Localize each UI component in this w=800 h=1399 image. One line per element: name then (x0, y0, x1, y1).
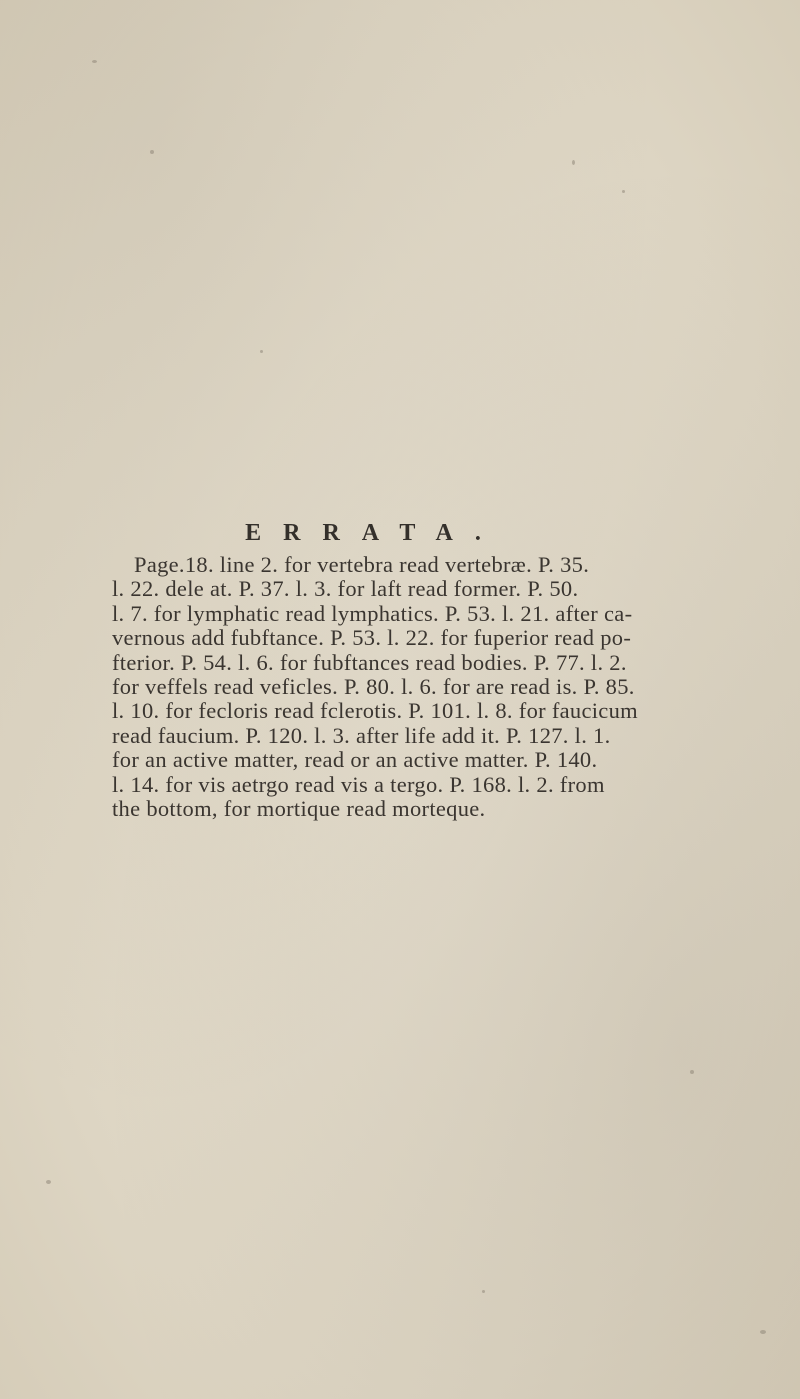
errata-line: l. 14. for vis aetrgo read vis a tergo. P. 168. l. 2. from (112, 771, 605, 797)
paper-speck (92, 60, 97, 63)
paper-speck (572, 160, 575, 165)
errata-line: fterior. P. 54. l. 6. for fubftances read bodies. P. 77. l. 2. (112, 649, 627, 675)
paper-speck (622, 190, 625, 193)
errata-line: for an active matter, read or an active matter. P. 140. (112, 747, 598, 773)
errata-line: vernous add fubftance. P. 53. l. 22. for fuperior read po- (112, 625, 632, 651)
errata-line: read faucium. P. 120. l. 3. after life add it. P. 127. l. 1. (112, 722, 611, 748)
errata-line: l. 10. for fecloris read fclerotis. P. 101. l. 8. for faucicum (112, 698, 638, 724)
paper-speck (46, 1180, 51, 1184)
errata-line: l. 7. for lymphatic read lymphatics. P. 53. l. 21. after ca- (112, 600, 633, 626)
paper-speck (482, 1290, 485, 1293)
errata-line: for veffels read veficles. P. 80. l. 6. for are read is. P. 85. (112, 674, 635, 700)
paper-speck (690, 1070, 694, 1074)
errata-line: Page.18. line 2. for vertebra read vertebræ. P. 35. (134, 552, 590, 577)
paper-speck (260, 350, 263, 353)
errata-line: l. 22. dele at. P. 37. l. 3. for laft read former. P. 50. (112, 576, 579, 602)
paper-speck (150, 150, 154, 154)
paper-speck (760, 1330, 766, 1334)
errata-heading: ERRATA. (245, 520, 503, 546)
errata-text (112, 553, 792, 821)
errata-line: the bottom, for mortique read morteque. (112, 796, 486, 822)
errata-section (112, 520, 792, 821)
